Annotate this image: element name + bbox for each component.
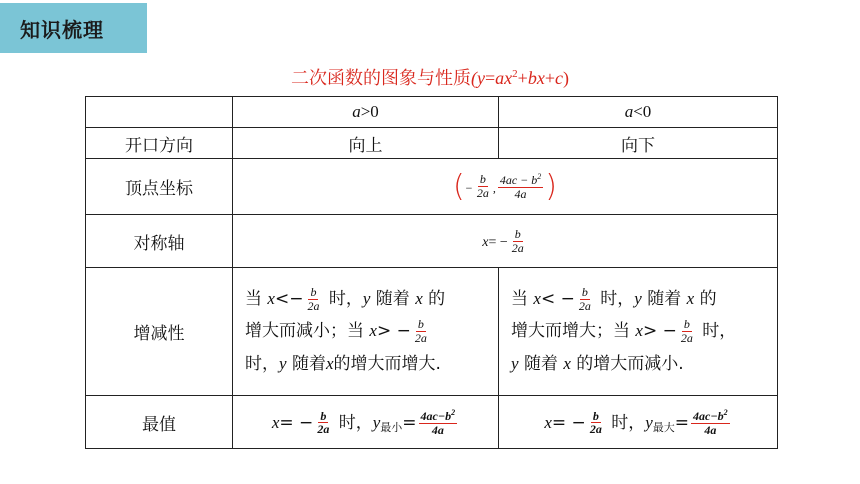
table-row-opening: [86, 128, 778, 159]
table-row-monotonic: [86, 268, 778, 396]
row-label-axis: 对称轴: [86, 215, 233, 268]
opening-up: 向上: [233, 128, 499, 159]
row-label-monotonic: 增减性: [86, 268, 233, 396]
row-label-extreme: 最值: [86, 396, 233, 449]
table-title-formula: $(y=ax^2+bx+c)$: [471, 68, 569, 88]
table-row-axis: [86, 215, 778, 268]
extreme-maximum: x= − $\frac{b}{2a}$ 时，$y_{最大}=$ $\frac{4ac-b^2}{4a}$: [499, 396, 778, 449]
properties-table: [85, 96, 778, 449]
axis-formula: x= − $\frac{b}{2a}$: [233, 215, 778, 268]
corner-cell: [86, 97, 233, 128]
table-title: [0, 64, 860, 90]
monotonic-a-positive: 当 x<− $\frac{b}{2a}$ 时，y 随着 x 的 增大而减小；当 x> − $\frac{b}{2a}$ 时，y 随着x的增大而增大.: [233, 268, 499, 396]
section-badge: [0, 3, 147, 53]
row-label-opening: 开口方向: [86, 128, 233, 159]
vertex-formula: (− $\frac{b}{2a}$ , $\frac{4ac - b^2}{4a}$ ): [233, 159, 778, 215]
monotonic-a-negative: 当 x< − $\frac{b}{2a}$ 时，y 随着 x 的 增大而增大；当 x> − $\frac{b}{2a}$ 时， y 随着 x 的增大而减小.: [499, 268, 778, 396]
header-a-positive: a>0: [233, 97, 499, 128]
row-label-vertex: 顶点坐标: [86, 159, 233, 215]
table-row-vertex: [86, 159, 778, 215]
table-title-text: 二次函数的图象与性质: [291, 68, 472, 89]
header-a-negative: a<0: [499, 97, 778, 128]
table-row-extreme: [86, 396, 778, 449]
opening-down: 向下: [499, 128, 778, 159]
section-badge-label: 知识梳理: [20, 17, 104, 42]
table-header-row: [86, 97, 778, 128]
extreme-minimum: x= − $\frac{b}{2a}$ 时，$y_{最小}=$ $\frac{4ac-b^2}{4a}$: [233, 396, 499, 449]
